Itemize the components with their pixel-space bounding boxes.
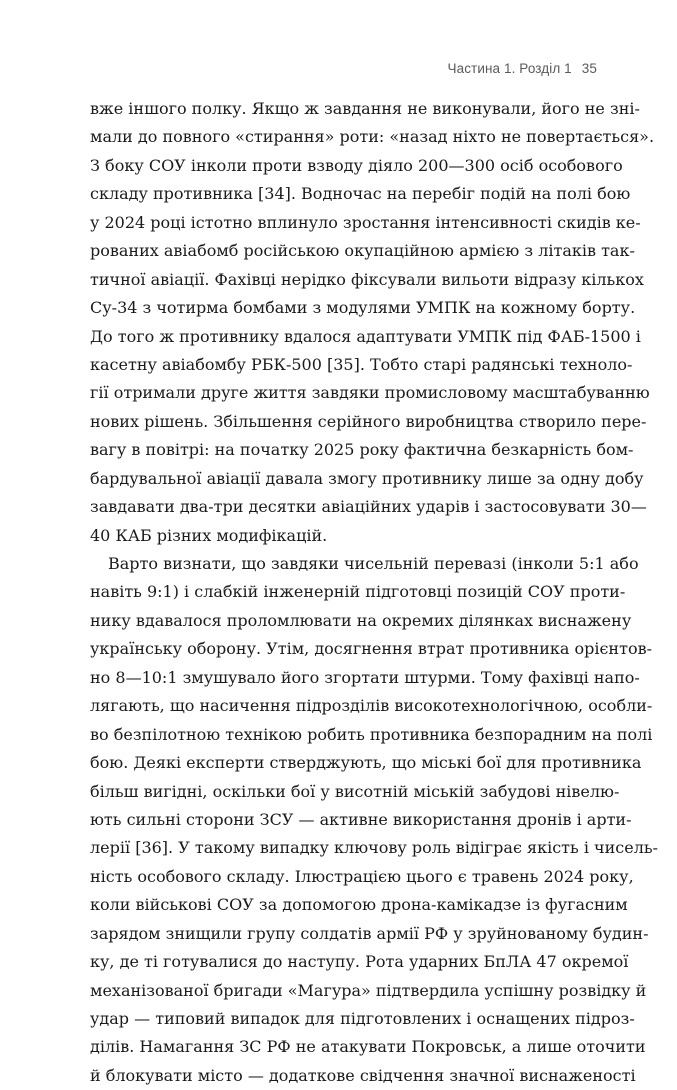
text-line: мали до повного «стирання» роти: «назад ніхто не повертається». [90, 127, 655, 147]
text-line: ділів. Намагання ЗС РФ не атакувати Покровськ, а лише оточити [90, 1037, 646, 1057]
text-line: й блокувати місто — додаткове свідчення значної виснаженості [90, 1065, 636, 1085]
text-line: во безпілотною технікою робить противника безпорадним на полі [90, 724, 653, 744]
text-line: тичної авіації. Фахівці нерідко фіксували вильоти відразу кількох [90, 269, 644, 289]
text-line: у 2024 році істотно вплинуло зростання інтенсивності скидів ке- [90, 212, 641, 232]
text-line: удар — типовий випадок для підготовлених і оснащених підроз- [90, 1009, 635, 1028]
text-line: Су-34 з чотирма бомбами з модулями УМПК на кожному борту. [90, 298, 636, 318]
running-header [448, 61, 598, 76]
paragraph [90, 550, 658, 1090]
text-line: лягають, що насичення підрозділів високотехнологічною, особли- [90, 696, 653, 716]
text-line: лерії [36]. У такому випадку ключову роль відіграє якість і чисель- [90, 838, 658, 858]
text-line: ку, де ті готувалися до наступу. Рота ударних БпЛА 47 окремої [90, 952, 629, 972]
text-line: українську оборону. Утім, досягнення втрат противника орієнтов- [90, 639, 652, 659]
text-line: завдавати два-три десятки авіаційних ударів і застосовувати 30— [90, 497, 647, 517]
body-text [90, 95, 658, 1090]
running-header-section: Частина 1. Розділ 1 [447, 61, 572, 76]
paragraph [90, 95, 655, 550]
text-line: гії отримали друге життя завдяки промисловому масштабуванню [90, 383, 650, 403]
text-line: більш вигідні, оскільки бої у висотній міській забудові нівелю- [90, 781, 620, 801]
text-line: зарядом знищили групу солдатів армії РФ у зруйнованому будин- [90, 923, 649, 943]
text-line: рованих авіабомб російською окупаційною армією з літаків так- [90, 241, 635, 261]
page-number: 35 [581, 61, 597, 76]
text-line: Варто визнати, що завдяки чисельній перевазі (інколи 5:1 або [108, 554, 639, 573]
text-line: но 8—10:1 змушувало його згортати штурми. Тому фахівці напо- [90, 667, 640, 687]
text-line: бардувальної авіації давала змогу противнику лише за одну добу [90, 468, 644, 488]
text-line: 40 КАБ різних модифікацій. [90, 525, 328, 545]
text-line: вагу в повітрі: на початку 2025 року фактична безкарність бом- [90, 440, 634, 460]
text-line: вже іншого полку. Якщо ж завдання не виконували, його не зні- [90, 99, 640, 118]
text-line: складу противника [34]. Водночас на перебіг подій на полі бою [90, 184, 631, 204]
text-line: касетну авіабомбу РБК-500 [35]. Тобто старі радянські техноло- [90, 354, 633, 374]
text-line: До того ж противнику вдалося адаптувати УМПК під ФАБ-1500 і [90, 326, 641, 346]
text-line: коли військові СОУ за допомогою дрона-камікадзе із фугасним [90, 895, 628, 915]
text-line: бою. Деякі експерти стверджують, що міські бої для противника [90, 753, 642, 773]
text-line: навіть 9:1) і слабкій інженерній підготовці позицій СОУ проти- [90, 582, 626, 602]
text-line: ність особового складу. Ілюстрацією цього є травень 2024 року, [90, 866, 634, 886]
text-line: нику вдавалося проломлювати на окремих ділянках виснажену [90, 610, 632, 630]
text-line: ють сильні сторони ЗСУ — активне використання дронів і арти- [90, 809, 632, 829]
text-line: нових рішень. Збільшення серійного виробництва створило пере- [90, 411, 647, 431]
text-line: механізованої бригади «Магура» підтвердила успішну розвідку й [90, 980, 647, 1000]
text-line: З боку СОУ інколи проти взводу діяло 200—300 осіб особового [90, 155, 623, 175]
